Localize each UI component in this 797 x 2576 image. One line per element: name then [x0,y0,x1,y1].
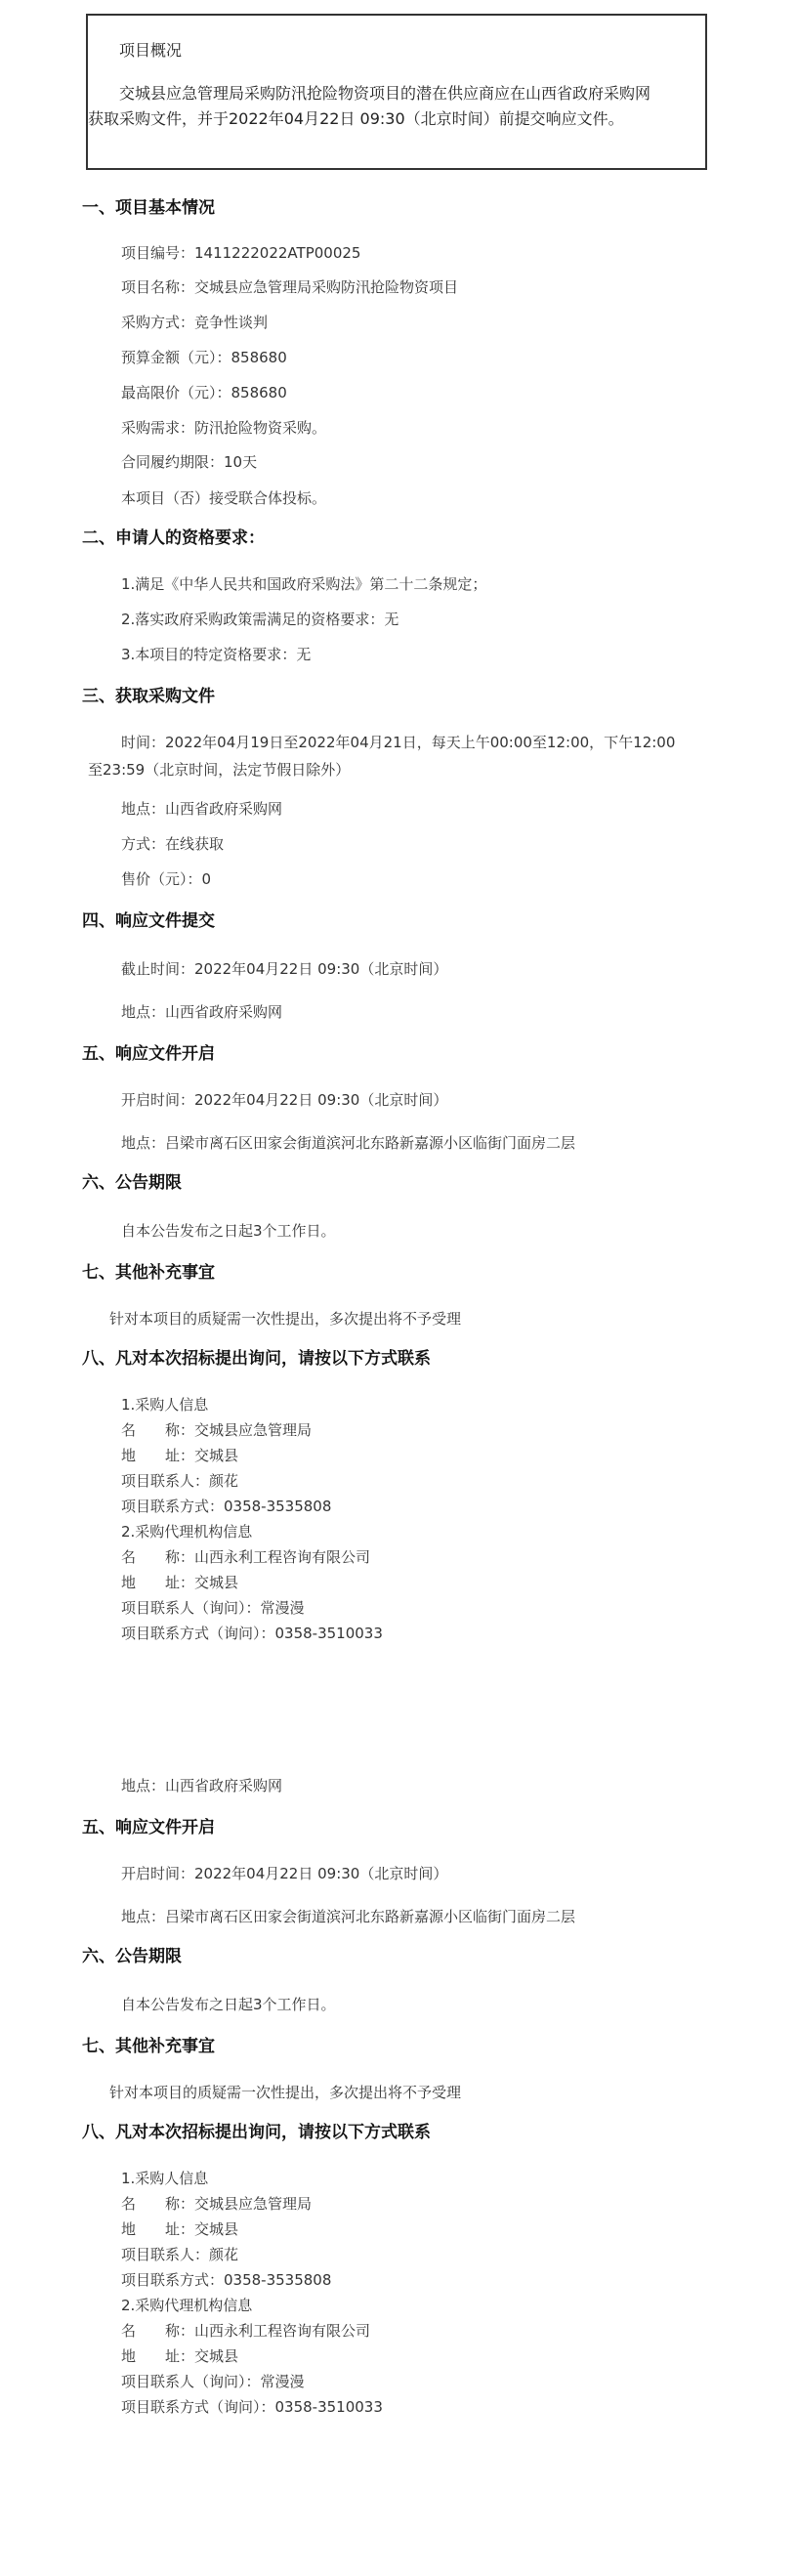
section-5-heading-repeat: 五、响应文件开启 [82,1818,215,1837]
section-8-heading: 八、凡对本次招标提出询问，请按以下方式联系 [82,1349,431,1369]
notice-period-repeat: 自本公告发布之日起3个工作日。 [121,1996,336,2013]
section-7-heading: 七、其他补充事宜 [82,1263,215,1283]
obtain-time-line-2: 至23:59（北京时间，法定节假日除外） [88,761,351,779]
section-3-heading: 三、获取采购文件 [82,687,215,706]
max-price: 最高限价（元）：858680 [121,384,287,401]
budget-amount: 预算金额（元）：858680 [121,349,287,366]
submission-place-repeat: 地点：山西省政府采购网 [121,1777,283,1795]
supplementary-note-repeat: 针对本项目的质疑需一次性提出，多次提出将不予受理 [109,2084,462,2101]
section-6-heading: 六、公告期限 [82,1173,182,1193]
opening-place: 地点：吕梁市离石区田家会街道滨河北东路新嘉源小区临街门面房二层 [121,1134,576,1152]
agency-address: 地 址：交城县 [121,1574,239,1591]
qualification-1: 1.满足《中华人民共和国政府采购法》第二十二条规定； [121,575,487,593]
overview-line-1: 交城县应急管理局采购防汛抢险物资项目的潜在供应商应在山西省政府采购网 [119,84,651,103]
purchaser-phone: 项目联系方式：0358-3535808 [121,1498,332,1515]
contract-period: 合同履约期限：10天 [121,453,258,471]
purchaser-info-title: 1.采购人信息 [121,1396,209,1414]
document-price: 售价（元）：0 [121,870,212,888]
submission-place: 地点：山西省政府采购网 [121,1003,283,1021]
section-6-heading-repeat: 六、公告期限 [82,1947,182,1966]
purchaser-address-repeat: 地 址：交城县 [121,2220,239,2238]
project-name: 项目名称：交城县应急管理局采购防汛抢险物资项目 [121,278,459,296]
submission-deadline: 截止时间：2022年04月22日 09:30（北京时间） [121,960,448,978]
section-8-heading-repeat: 八、凡对本次招标提出询问，请按以下方式联系 [82,2123,431,2142]
agency-name: 名 称：山西永利工程咨询有限公司 [121,1548,371,1566]
obtain-method: 方式：在线获取 [121,835,225,853]
obtain-time-line-1: 时间：2022年04月19日至2022年04月21日，每天上午00:00至12:00，下午12:00 [121,734,676,751]
agency-contact-repeat: 项目联系人（询问）：常漫漫 [121,2373,305,2390]
section-4-heading: 四、响应文件提交 [82,911,215,931]
agency-phone-repeat: 项目联系方式（询问）：0358-3510033 [121,2398,383,2416]
obtain-place: 地点：山西省政府采购网 [121,800,283,818]
consortium-note: 本项目（否）接受联合体投标。 [121,489,327,507]
overview-title: 项目概况 [119,41,183,60]
purchaser-contact: 项目联系人：颜花 [121,1472,239,1490]
agency-contact: 项目联系人（询问）：常漫漫 [121,1599,305,1617]
procurement-demand: 采购需求：防汛抢险物资采购。 [121,419,327,437]
purchaser-info-title-repeat: 1.采购人信息 [121,2170,209,2187]
qualification-2: 2.落实政府采购政策需满足的资格要求：无 [121,611,399,628]
agency-address-repeat: 地 址：交城县 [121,2347,239,2365]
section-2-heading: 二、申请人的资格要求： [82,528,265,548]
section-7-heading-repeat: 七、其他补充事宜 [82,2037,215,2056]
purchaser-phone-repeat: 项目联系方式：0358-3535808 [121,2271,332,2289]
project-number: 项目编号：1411222022ATP00025 [121,244,361,262]
qualification-3: 3.本项目的特定资格要求：无 [121,646,312,663]
purchaser-name: 名 称：交城县应急管理局 [121,1421,313,1439]
purchaser-contact-repeat: 项目联系人：颜花 [121,2246,239,2263]
agency-name-repeat: 名 称：山西永利工程咨询有限公司 [121,2322,371,2340]
agency-info-title-repeat: 2.采购代理机构信息 [121,2297,253,2314]
agency-phone: 项目联系方式（询问）：0358-3510033 [121,1625,383,1642]
opening-place-repeat: 地点：吕梁市离石区田家会街道滨河北东路新嘉源小区临街门面房二层 [121,1908,576,1925]
section-1-heading: 一、项目基本情况 [82,198,215,218]
procurement-method: 采购方式：竞争性谈判 [121,314,269,331]
opening-time-repeat: 开启时间：2022年04月22日 09:30（北京时间） [121,1865,448,1882]
purchaser-name-repeat: 名 称：交城县应急管理局 [121,2195,313,2213]
overview-line-2: 获取采购文件，并于2022年04月22日 09:30（北京时间）前提交响应文件。 [88,109,624,128]
agency-info-title: 2.采购代理机构信息 [121,1523,253,1541]
supplementary-note: 针对本项目的质疑需一次性提出，多次提出将不予受理 [109,1310,462,1328]
section-5-heading: 五、响应文件开启 [82,1044,215,1064]
notice-period: 自本公告发布之日起3个工作日。 [121,1222,336,1240]
purchaser-address: 地 址：交城县 [121,1447,239,1464]
opening-time: 开启时间：2022年04月22日 09:30（北京时间） [121,1091,448,1109]
